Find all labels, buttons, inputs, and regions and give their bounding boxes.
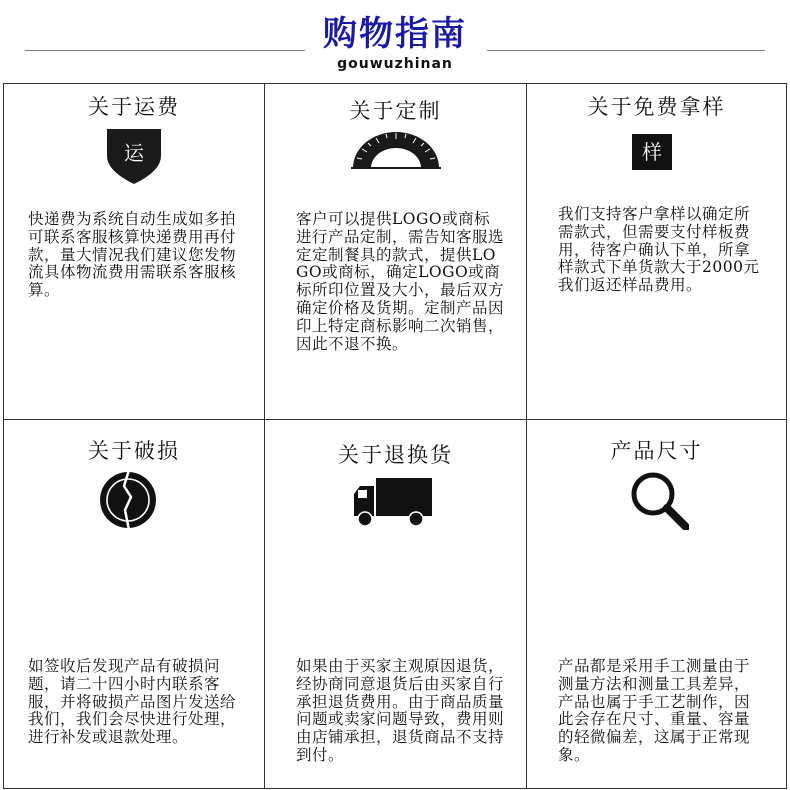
page-subtitle: gouwuzhinan xyxy=(337,56,453,72)
magnifier-icon xyxy=(629,470,689,530)
shipping-cell xyxy=(4,84,264,419)
cell-title: 关于破损 xyxy=(88,439,180,463)
cell-text: 快递费为系统自动生成如多拍可联系客服核算快递费用再付款，量大情况我们建议您发物流具体物流费用需联系客服核算。 xyxy=(28,210,237,300)
cell-title: 产品尺寸 xyxy=(610,439,703,463)
sample-box-icon-glyph: 样 xyxy=(642,140,662,164)
protractor-icon xyxy=(351,130,441,170)
header-rule-left xyxy=(25,50,305,51)
sample-box-icon xyxy=(632,134,672,170)
shield-icon-glyph: 运 xyxy=(124,141,144,165)
cell-title: 关于定制 xyxy=(349,99,442,123)
cell-title: 关于退换货 xyxy=(338,443,453,467)
free-sample-cell xyxy=(527,84,786,419)
cell-text: 客户可以提供LOGO或商标进行产品定制，需告知客服选定定制餐具的款式，提供LOGO或商标，确定LOGO或商标所印位置及大小，最后双方确定价格及货期。定制产品因印上特定商标影响二次销售，因此不退不换。 xyxy=(296,210,505,353)
cell-title: 关于免费拿样 xyxy=(587,95,726,119)
broken-plate-icon xyxy=(98,470,158,530)
cell-text: 如果由于买家主观原因退货，经协商同意退货后由买家自行承担退货费用。由于商品质量问题或卖家问题导致，费用则由店铺承担，退货商品不支持到付。 xyxy=(296,657,505,764)
guide-header xyxy=(0,0,790,80)
cell-title: 关于运费 xyxy=(88,95,180,119)
cell-text: 产品都是采用手工测量由于测量方法和测量工具差异，产品也属于手工艺制作，因此会存在尺寸、重量、容量的轻微偏差，这属于正常现象。 xyxy=(558,657,751,764)
page-title: 购物指南 xyxy=(323,14,467,54)
customization-cell xyxy=(265,84,526,419)
cell-text: 我们支持客户拿样以确定所需款式，但需要支付样板费用，待客户确认下单，所拿样款式下单货款大于2000元我们返还样品费用。 xyxy=(558,205,760,295)
truck-icon xyxy=(354,476,434,528)
returns-cell xyxy=(265,420,526,788)
shield-icon xyxy=(99,126,169,186)
damage-cell xyxy=(4,420,264,788)
cell-text: 如签收后发现产品有破损问题，请二十四小时内联系客服，并将破损产品图片发送给我们，我们会尽快进行处理，进行补发或退款处理。 xyxy=(28,657,237,747)
product-size-cell xyxy=(527,420,786,788)
header-rule-right xyxy=(487,50,765,51)
guide-grid xyxy=(3,83,787,789)
